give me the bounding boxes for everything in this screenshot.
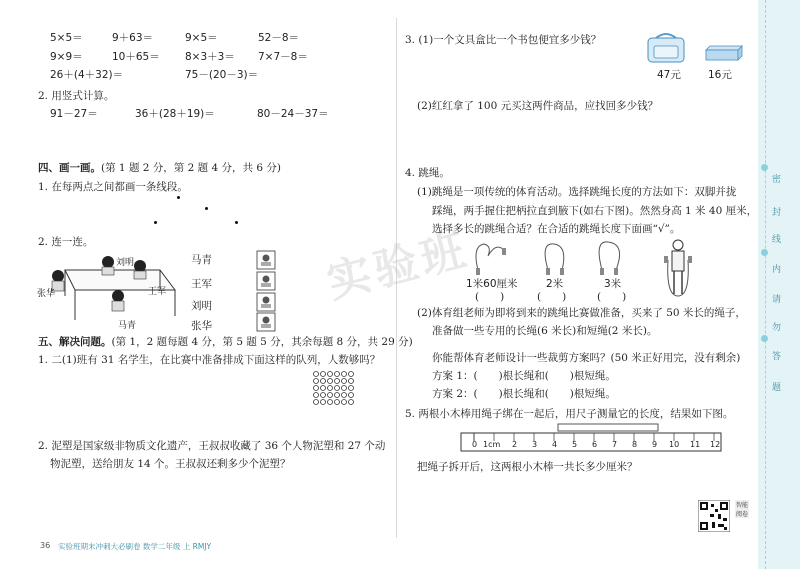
- section-4-title: 四、画一画。: [38, 162, 101, 174]
- dot: [205, 207, 208, 210]
- margin-char-8: 题: [772, 383, 782, 393]
- view-images: [256, 250, 276, 332]
- match-name-2: 王军: [191, 278, 212, 290]
- pencil-box-image: [702, 44, 744, 64]
- binding-hole: [761, 335, 768, 342]
- margin-char-3: 线: [772, 235, 782, 245]
- section-4-heading: [38, 160, 281, 175]
- q5-1-text: 1. 二(1)班有 31 名学生，在比赛中准备排成下面这样的队列，人数够吗？: [38, 354, 381, 366]
- schoolbag-price: 47元: [657, 69, 681, 81]
- footer-book-title: 实验班期末冲刺大必刷卷 数学二年级 上 RMJY: [58, 542, 212, 551]
- calc-2-1: 9×9＝: [50, 51, 83, 63]
- ruler-tick-5: 5: [572, 440, 578, 449]
- q4-1-line2: 踩绳，两手握住把柄拉直到腋下(如右下图)。然然身高 1 米 40 厘米，: [432, 205, 758, 217]
- dot: [154, 221, 157, 224]
- rope-label-1: 1米60厘米: [466, 278, 518, 290]
- section-5-title: 五、解决问题。: [38, 336, 112, 348]
- margin-char-1: 密: [772, 175, 782, 185]
- ruler-tick-10: 10: [669, 440, 680, 449]
- binding-hole: [761, 164, 768, 171]
- calc-3-2: 75－(20－3)＝: [185, 69, 259, 81]
- calc-2-2: 10＋65＝: [112, 51, 160, 63]
- calc-3-1: 26＋(4＋32)＝: [50, 69, 124, 81]
- table-scene-illustration: [40, 248, 190, 330]
- q4-2-line1: (2)体育组老师为即将到来的跳绳比赛做准备，买来了 50 米长的绳子，: [417, 307, 746, 319]
- rope-answer-3[interactable]: ( ): [597, 291, 627, 303]
- watermark: 实验班: [322, 224, 475, 309]
- calc-1-1: 5×5＝: [50, 32, 83, 44]
- calc-1-2: 9＋63＝: [112, 32, 154, 44]
- dot: [235, 221, 238, 224]
- plan-1: 方案 1：( )根长绳和( )根短绳。: [432, 370, 616, 382]
- ruler-tick-9: 9: [652, 440, 658, 449]
- rope-answer-1[interactable]: ( ): [475, 291, 505, 303]
- q5-question: 把绳子拆开后，这两根小木棒一共长多少厘米？: [417, 461, 638, 473]
- q5-2-text-line1: 2. 泥塑是国家级非物质文化遗产，王叔叔收藏了 36 个人物泥塑和 27 个动: [38, 440, 386, 452]
- q4-2-text: 2. 连一连。: [38, 236, 94, 248]
- ruler-tick-8: 8: [632, 440, 638, 449]
- ruler-tick-11: 11: [690, 440, 701, 449]
- calc-1-4: 52－8＝: [258, 32, 300, 44]
- qr-code-image[interactable]: [698, 500, 730, 532]
- rope-label-2: 2米: [546, 278, 564, 290]
- q4-1-text: 1. 在每两点之间都画一条线段。: [38, 181, 188, 193]
- ruler-tick-4: 4: [552, 440, 558, 449]
- plan-2: 方案 2：( )根长绳和( )根短绳。: [432, 388, 616, 400]
- binding-hole: [761, 249, 768, 256]
- q2-item-1: 91－27＝: [50, 108, 98, 120]
- ruler-tick-2: 2: [512, 440, 518, 449]
- rope-label-3: 3米: [604, 278, 622, 290]
- q3-1-text: 3. (1)一个文具盒比一个书包便宜多少钱？: [405, 34, 602, 46]
- match-name-4: 张华: [191, 320, 212, 332]
- q4-2-line3: 你能帮体育老师设计一些裁剪方案吗？(50 米正好用完，没有剩余): [432, 352, 741, 364]
- q3-2-text: (2)红红拿了 100 元买这两件商品，应找回多少钱？: [417, 100, 659, 112]
- calc-1-3: 9×5＝: [185, 32, 218, 44]
- cut-line: [765, 0, 766, 569]
- binding-margin: [758, 0, 800, 569]
- q2-item-2: 36＋(28＋19)＝: [135, 108, 215, 120]
- section-5-note: (第 1，2 题每题 4 分，第 5 题 5 分，其余每题 8 分，共 29 分): [111, 336, 413, 348]
- ruler-tick-7: 7: [612, 440, 618, 449]
- calc-2-4: 7×7－8＝: [258, 51, 308, 63]
- ruler-tick-12: 12: [710, 440, 721, 449]
- ruler-tick-6: 6: [592, 440, 598, 449]
- margin-char-5: 请: [772, 295, 782, 305]
- q4-1-line3: 选择多长的跳绳合适？在合适的跳绳长度下面画“√”。: [432, 223, 681, 235]
- pencil-box-price: 16元: [708, 69, 732, 81]
- ruler-tick-1: 1cm: [483, 440, 501, 449]
- section-5-heading: [38, 334, 413, 349]
- match-name-1: 马青: [191, 254, 212, 266]
- dot: [177, 196, 180, 199]
- margin-char-4: 内: [772, 265, 782, 275]
- footer-page-number: 36: [40, 541, 51, 550]
- qr-label: 智能阅卷: [735, 502, 748, 518]
- pic-label-zhanghua: 张华: [37, 289, 56, 299]
- ruler-tick-3: 3: [532, 440, 538, 449]
- schoolbag-image: [644, 30, 688, 64]
- person-measuring-rope: [660, 238, 696, 300]
- ruler-tick-0: 0: [472, 440, 478, 449]
- margin-char-2: 封: [772, 208, 782, 218]
- pic-label-maqing: 马青: [118, 321, 137, 331]
- pic-label-wangjun: 王军: [148, 287, 167, 297]
- section-4-note: (第 1 题 2 分，第 2 题 4 分，共 6 分): [101, 162, 281, 174]
- calc-2-3: 8×3＋3＝: [185, 51, 235, 63]
- margin-char-7: 答: [772, 352, 782, 362]
- pic-label-liuming: 刘明: [116, 258, 135, 268]
- q5-text: 5. 两根小木棒用绳子绑在一起后，用尺子测量它的长度，结果如下图。: [405, 408, 734, 420]
- q5-2-text-line2: 物泥塑，送给朋友 14 个。王叔叔还剩多少个泥塑？: [50, 458, 291, 470]
- margin-char-6: 勿: [772, 323, 782, 333]
- dot-formation: [312, 370, 366, 406]
- q4-title: 4. 跳绳。: [405, 167, 450, 179]
- q2-item-3: 80－24－37＝: [257, 108, 329, 120]
- q2-title: 2. 用竖式计算。: [38, 90, 115, 102]
- rope-answer-2[interactable]: ( ): [537, 291, 567, 303]
- q4-2-line2: 准备做一些专用的长绳(6 米长)和短绳(2 米长)。: [432, 325, 658, 337]
- match-name-3: 刘明: [191, 300, 212, 312]
- rope-images: [470, 240, 640, 276]
- q4-1-line1: (1)跳绳是一项传统的体育活动。选择跳绳长度的方法如下：双脚并拢: [417, 186, 737, 198]
